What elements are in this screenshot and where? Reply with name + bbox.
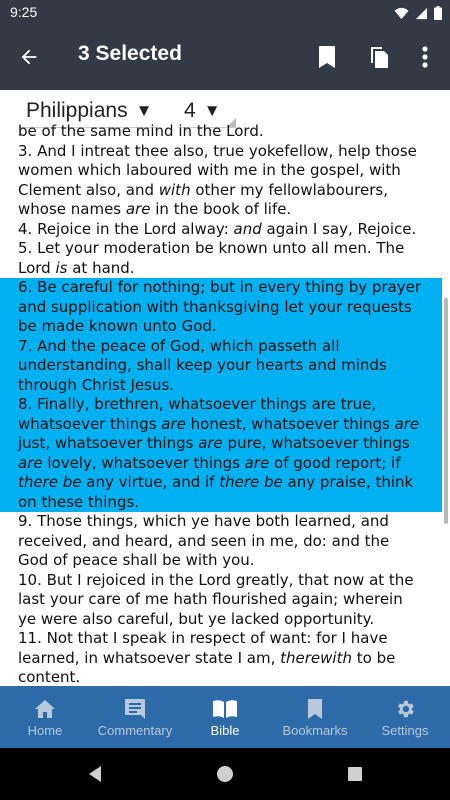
verse[interactable]: 3. And I intreat thee also, true yokefellow, help those women which laboured with me in the gospel, with Clement also, and with other my fellowlabourers, whose names are in the book of life. bbox=[18, 141, 417, 218]
chapter-dropdown-value: 4 bbox=[184, 98, 196, 122]
system-back-button[interactable] bbox=[85, 764, 105, 784]
bottom-navigation bbox=[0, 686, 450, 748]
triangle-back-icon bbox=[87, 765, 103, 783]
status-time: 9:25 bbox=[10, 4, 38, 20]
signal-icon bbox=[415, 5, 428, 24]
nav-item-label: Bible bbox=[210, 722, 240, 738]
book-dropdown-value: Philippians bbox=[26, 98, 128, 122]
circle-home-icon bbox=[216, 765, 234, 783]
nav-item-commentary[interactable] bbox=[90, 686, 180, 748]
back-button[interactable] bbox=[14, 42, 44, 72]
nav-item-label: Home bbox=[27, 722, 63, 738]
battery-icon bbox=[434, 5, 442, 24]
status-bar bbox=[0, 0, 450, 24]
square-recents-icon bbox=[347, 766, 363, 782]
scripture-text-area[interactable] bbox=[0, 122, 450, 686]
system-home-button[interactable] bbox=[215, 764, 235, 784]
verse[interactable]: 5. Let your moderation be known unto all men. The Lord is at hand. bbox=[18, 239, 405, 277]
bookmark-icon bbox=[307, 697, 323, 721]
gear-icon bbox=[394, 697, 416, 721]
verse[interactable]: 9. Those things, which ye have both learned, and received, and heard, and seen in me, do: and the God of peace shall be with you. bbox=[18, 512, 390, 569]
verse[interactable]: 10. But I rejoiced in the Lord greatly, that now at the last your care of me hath flourished again; wherein ye were also careful, but ye lacked opportunity. bbox=[18, 570, 414, 628]
book-icon bbox=[212, 697, 238, 721]
verse[interactable]: 4. Rejoice in the Lord alway: and again I say, Rejoice. bbox=[18, 219, 417, 238]
dropdown-arrow-icon: ▼ bbox=[203, 100, 221, 120]
system-recents-button[interactable] bbox=[345, 764, 365, 784]
nav-item-settings[interactable] bbox=[360, 686, 450, 748]
nav-item-label: Settings bbox=[381, 722, 429, 738]
status-icons bbox=[394, 5, 442, 24]
system-navigation-bar bbox=[0, 748, 450, 800]
bookmark-button[interactable] bbox=[312, 42, 342, 72]
nav-item-label: Bookmarks bbox=[282, 722, 348, 738]
verse[interactable]: 11. Not that I speak in respect of want: for I have learned, in whatsoever state I am, therewith to be content. bbox=[18, 629, 396, 686]
arrow-back-icon bbox=[18, 46, 40, 68]
scrollbar[interactable] bbox=[444, 298, 448, 524]
verse[interactable]: be of the same mind in the Lord. bbox=[18, 122, 264, 140]
wifi-icon bbox=[394, 5, 409, 24]
copy-icon bbox=[368, 45, 390, 69]
overflow-menu-button[interactable] bbox=[410, 42, 440, 72]
verse-selected[interactable]: 6. Be careful for nothing; but in every thing by prayer and supplication with thanksgiving let your requests be made known unto God. bbox=[0, 278, 442, 337]
toolbar-title: 3 Selected bbox=[78, 42, 182, 65]
verse-selected[interactable]: 7. And the peace of God, which passeth all understanding, shall keep your hearts and minds through Christ Jesus. bbox=[0, 337, 442, 396]
verse-selected[interactable]: 8. Finally, brethren, whatsoever things are true, whatsoever things are honest, whatsoever things are just, whatsoever things are pure, whatsoever things are lovely, whatsoever things are of good report; if there be any virtue, and if there be any praise, think on these things. bbox=[0, 395, 442, 512]
verse-list bbox=[0, 122, 442, 688]
nav-item-label: Commentary bbox=[97, 722, 173, 738]
nav-item-home[interactable] bbox=[0, 686, 90, 748]
nav-item-bible[interactable] bbox=[180, 686, 270, 748]
more-vert-icon bbox=[422, 46, 428, 68]
nav-item-bookmarks[interactable] bbox=[270, 686, 360, 748]
home-icon bbox=[34, 697, 56, 721]
dropdown-arrow-icon: ▼ bbox=[135, 100, 153, 120]
selection-toolbar bbox=[0, 24, 450, 90]
comment-icon bbox=[124, 697, 146, 721]
copy-button[interactable] bbox=[364, 42, 394, 72]
bookmark-icon bbox=[318, 46, 336, 68]
